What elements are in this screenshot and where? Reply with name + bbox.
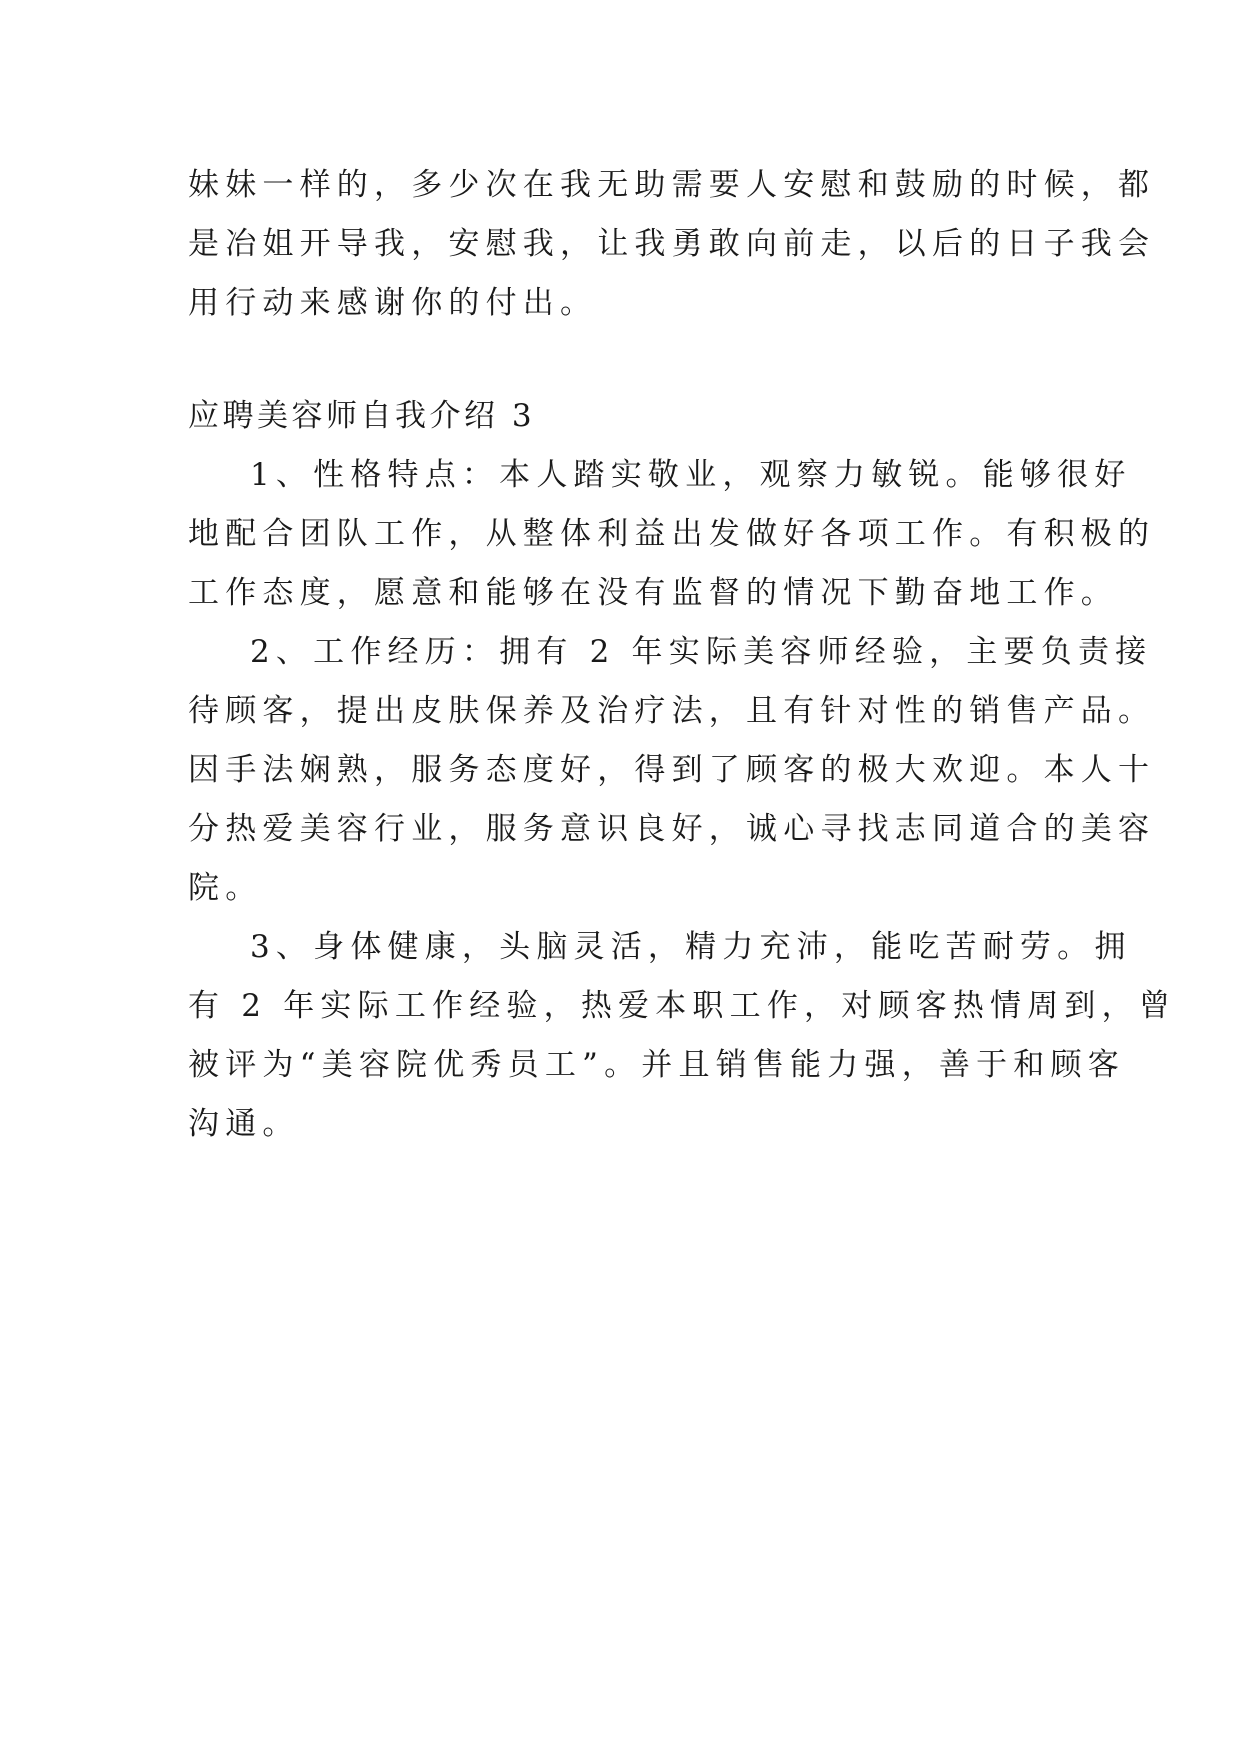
continuation-line-3: 用行动来感谢你的付出。 — [188, 285, 598, 321]
paragraph3-line-4: 沟通。 — [188, 1106, 300, 1142]
paragraph2-line-3: 因手法娴熟，服务态度好，得到了顾客的极大欢迎。本人十 — [188, 752, 1156, 788]
paragraph1-line-3: 工作态度，愿意和能够在没有监督的情况下勤奋地工作。 — [188, 575, 1118, 611]
section-title: 应聘美容师自我介绍 3 — [188, 398, 536, 434]
paragraph2-line-2: 待顾客，提出皮肤保养及治疗法，且有针对性的销售产品。 — [188, 693, 1156, 729]
continuation-line-1: 妹妹一样的，多少次在我无助需要人安慰和鼓励的时候，都 — [188, 167, 1156, 203]
paragraph1-line-1: 1、性格特点：本人踏实敬业，观察力敏锐。能够很好 — [250, 457, 1132, 493]
paragraph2-line-4: 分热爱美容行业，服务意识良好，诚心寻找志同道合的美容 — [188, 811, 1156, 847]
paragraph3-line-1: 3、身体健康，头脑灵活，精力充沛，能吃苦耐劳。拥 — [250, 929, 1132, 965]
paragraph3-line-3: 被评为“美容院优秀员工”。并且销售能力强，善于和顾客 — [188, 1047, 1125, 1083]
paragraph1-line-2: 地配合团队工作，从整体利益出发做好各项工作。有积极的 — [188, 516, 1156, 552]
paragraph3-line-2: 有 2 年实际工作经验，热爱本职工作，对顾客热情周到，曾 — [188, 988, 1177, 1024]
paragraph2-line-1: 2、工作经历：拥有 2 年实际美容师经验，主要负责接 — [250, 634, 1153, 670]
continuation-line-2: 是冶姐开导我，安慰我，让我勇敢向前走，以后的日子我会 — [188, 226, 1156, 262]
paragraph2-line-5: 院。 — [188, 870, 263, 906]
